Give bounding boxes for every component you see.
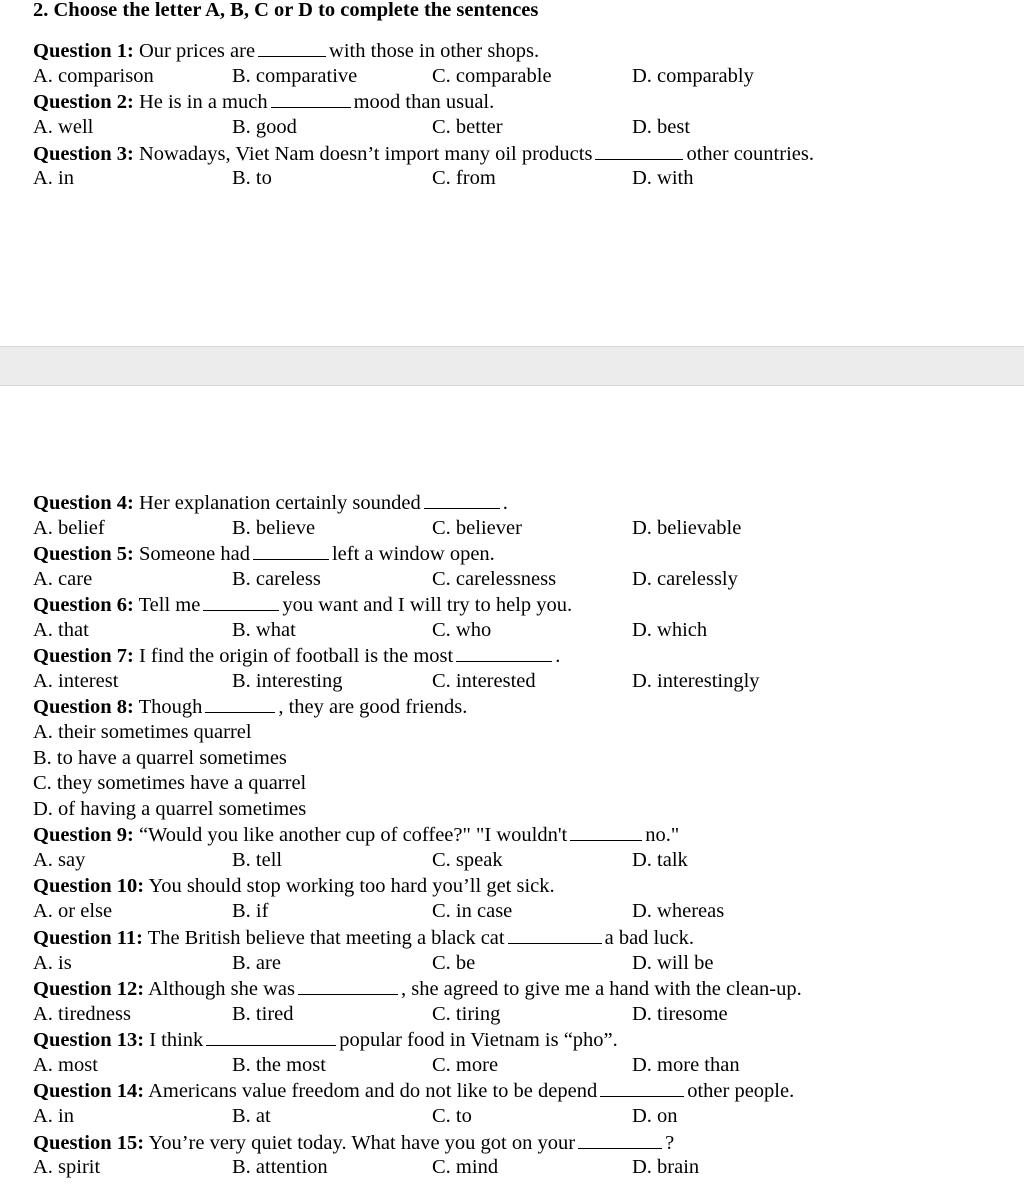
- answer-blank: [600, 1078, 684, 1097]
- options-6: [33, 618, 833, 644]
- question-8: Question 8: Though , they are good friends.: [33, 696, 468, 718]
- option-c: C. speak: [432, 849, 503, 871]
- option-c: C. believer: [432, 517, 522, 539]
- question-13: Question 13: I think popular food in Vietnam is “pho”.: [33, 1029, 618, 1051]
- option-d: D. interestingly: [632, 670, 760, 692]
- answer-blank: [570, 822, 642, 841]
- options-13: [33, 1053, 833, 1079]
- option-b: B. attention: [232, 1156, 328, 1178]
- option-a: A. belief: [33, 517, 105, 539]
- option-d: D. best: [632, 116, 691, 138]
- option-c: C. to: [432, 1105, 472, 1127]
- option-b: B. careless: [232, 568, 321, 590]
- option-c: C. better: [432, 116, 503, 138]
- options-15: [33, 1155, 833, 1181]
- options-5: [33, 567, 833, 593]
- option-d: D. comparably: [632, 65, 754, 87]
- option-d: D. talk: [632, 849, 688, 871]
- option-d: D. more than: [632, 1054, 740, 1076]
- answer-blank: [578, 1130, 662, 1149]
- question-7: Question 7: I find the origin of football is the most .: [33, 645, 561, 667]
- answer-blank: [205, 694, 275, 713]
- option-b: B. believe: [232, 517, 316, 539]
- option-c: C. from: [432, 167, 496, 189]
- option-a: A. is: [33, 952, 72, 974]
- document-page-1: [0, 0, 1024, 346]
- answer-blank: [424, 490, 500, 509]
- answer-blank: [253, 541, 329, 560]
- options-3: [33, 166, 833, 192]
- option-a: A. in: [33, 1105, 74, 1127]
- question-6: Question 6: Tell me you want and I will try to help you.: [33, 594, 573, 616]
- options-12: [33, 1002, 833, 1028]
- option-a: A. spirit: [33, 1156, 101, 1178]
- option-d: D. believable: [632, 517, 742, 539]
- option-a: A. in: [33, 167, 74, 189]
- section-title: 2. Choose the letter A, B, C or D to complete the sentences: [33, 0, 539, 21]
- option-c: C. comparable: [432, 65, 552, 87]
- option-c: C. more: [432, 1054, 499, 1076]
- option-c: C. tiring: [432, 1003, 501, 1025]
- option-d: D. on: [632, 1105, 678, 1127]
- question-5: Question 5: Someone had left a window open.: [33, 543, 495, 565]
- question-12: Question 12: Although she was , she agreed to give me a hand with the clean-up.: [33, 978, 802, 1000]
- option-d: D. tiresome: [632, 1003, 728, 1025]
- option-b: B. good: [232, 116, 297, 138]
- option-a: A. comparison: [33, 65, 154, 87]
- options-1: [33, 64, 833, 90]
- options-11: [33, 951, 833, 977]
- option-d: D. brain: [632, 1156, 700, 1178]
- answer-blank: [258, 38, 326, 57]
- option-a: A. that: [33, 619, 89, 641]
- option-a: A. tiredness: [33, 1003, 131, 1025]
- question-10: Question 10: You should stop working too hard you’ll get sick.: [33, 875, 555, 897]
- question-11: Question 11: The British believe that meeting a black cat a bad luck.: [33, 927, 694, 949]
- option-d: D. will be: [632, 952, 714, 974]
- options-7: [33, 669, 833, 695]
- options-14: [33, 1104, 833, 1130]
- question-4: Question 4: Her explanation certainly sounded .: [33, 492, 508, 514]
- answer-blank: [456, 643, 552, 662]
- page-gap: [0, 346, 1024, 386]
- option-b: B. tell: [232, 849, 283, 871]
- option-b: B. to have a quarrel sometimes: [33, 747, 287, 769]
- option-b: B. what: [232, 619, 296, 641]
- option-a: A. or else: [33, 900, 113, 922]
- option-c: C. they sometimes have a quarrel: [33, 772, 307, 794]
- option-a: A. interest: [33, 670, 119, 692]
- question-15: Question 15: You’re very quiet today. What have you got on your ?: [33, 1132, 675, 1154]
- options-2: [33, 115, 833, 141]
- option-b: B. interesting: [232, 670, 343, 692]
- option-d: D. carelessly: [632, 568, 738, 590]
- option-a: A. well: [33, 116, 94, 138]
- answer-blank: [271, 89, 351, 108]
- options-10: [33, 899, 833, 925]
- question-2: Question 2: He is in a much mood than usual.: [33, 91, 495, 113]
- option-a: A. care: [33, 568, 93, 590]
- question-3: Question 3: Nowadays, Viet Nam doesn’t import many oil products other countries.: [33, 143, 814, 165]
- option-c: C. mind: [432, 1156, 499, 1178]
- option-b: B. tired: [232, 1003, 294, 1025]
- answer-blank: [206, 1027, 336, 1046]
- option-b: B. comparative: [232, 65, 358, 87]
- options-4: [33, 516, 833, 542]
- option-c: C. who: [432, 619, 492, 641]
- option-d: D. with: [632, 167, 694, 189]
- question-9: Question 9: “Would you like another cup of coffee?" "I wouldn't no.": [33, 824, 680, 846]
- answer-blank: [508, 925, 602, 944]
- option-d: D. whereas: [632, 900, 725, 922]
- option-c: C. be: [432, 952, 476, 974]
- document-page-2: [0, 386, 1024, 1192]
- question-14: Question 14: Americans value freedom and do not like to be depend other people.: [33, 1080, 795, 1102]
- option-d: D. of having a quarrel sometimes: [33, 798, 307, 820]
- option-a: A. their sometimes quarrel: [33, 721, 252, 743]
- option-a: A. most: [33, 1054, 98, 1076]
- option-c: C. interested: [432, 670, 536, 692]
- question-1: Question 1: Our prices are with those in other shops.: [33, 40, 540, 62]
- option-b: B. the most: [232, 1054, 326, 1076]
- answer-blank: [298, 976, 398, 995]
- option-a: A. say: [33, 849, 86, 871]
- option-d: D. which: [632, 619, 708, 641]
- answer-blank: [203, 592, 279, 611]
- option-b: B. are: [232, 952, 281, 974]
- option-b: B. if: [232, 900, 269, 922]
- option-b: B. at: [232, 1105, 271, 1127]
- options-9: [33, 848, 833, 874]
- option-c: C. carelessness: [432, 568, 557, 590]
- option-b: B. to: [232, 167, 272, 189]
- option-c: C. in case: [432, 900, 513, 922]
- answer-blank: [595, 141, 683, 160]
